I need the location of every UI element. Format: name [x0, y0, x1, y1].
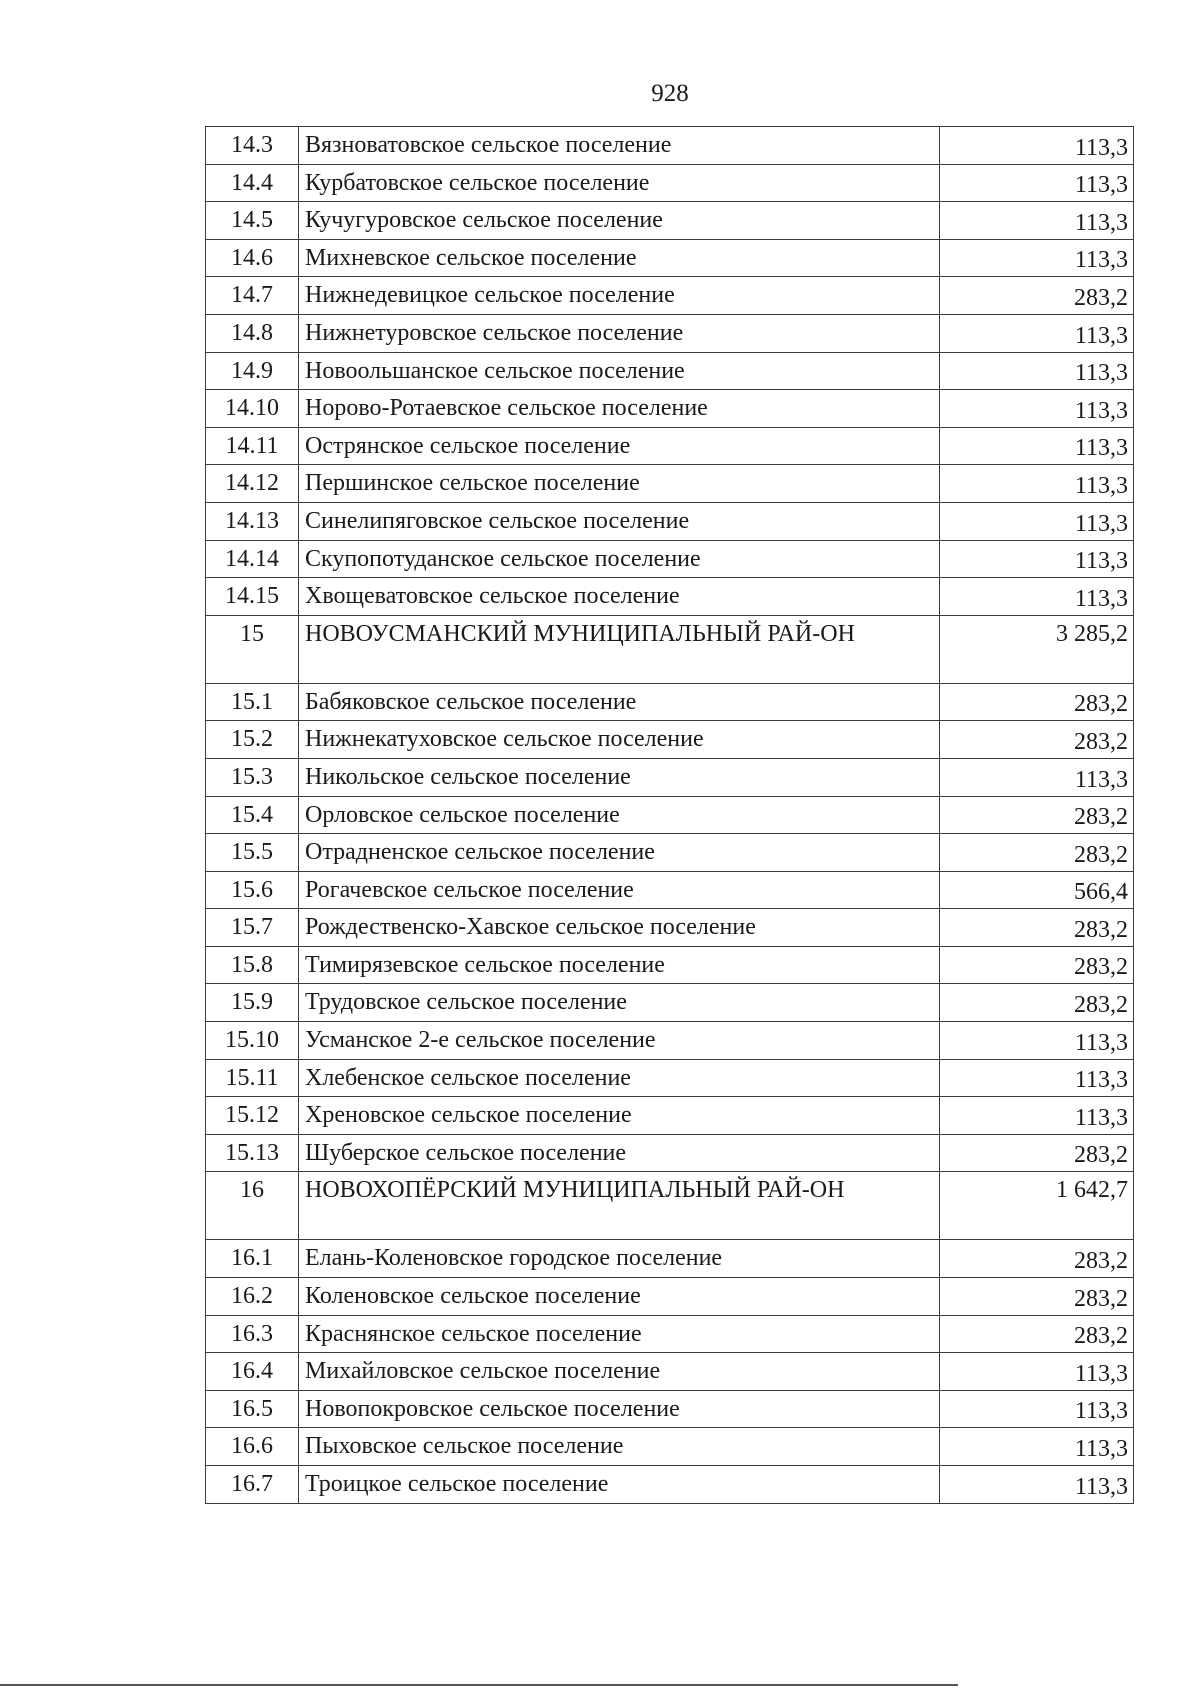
- amount-value: 1 642,7: [940, 1172, 1134, 1240]
- row-number: 15.7: [206, 909, 299, 947]
- amount-value: 283,2: [940, 683, 1134, 721]
- table-row: [206, 871, 1134, 909]
- row-number: 15.9: [206, 984, 299, 1022]
- row-number: 14.8: [206, 314, 299, 352]
- table-row: [206, 540, 1134, 578]
- row-number: 15.11: [206, 1059, 299, 1097]
- amount-value: 113,3: [940, 390, 1134, 428]
- settlement-name: Троицкое сельское поселение: [299, 1466, 940, 1504]
- table-row: [206, 758, 1134, 796]
- amount-value: 283,2: [940, 277, 1134, 315]
- district-name: НОВОХОПЁРСКИЙ МУНИЦИПАЛЬНЫЙ РАЙ-ОН: [299, 1172, 940, 1240]
- settlement-name: Новоольшанское сельское поселение: [299, 352, 940, 390]
- table-row: [206, 1390, 1134, 1428]
- settlement-name: Новопокровское сельское поселение: [299, 1390, 940, 1428]
- table-row: [206, 465, 1134, 503]
- amount-value: 113,3: [940, 758, 1134, 796]
- settlement-name: Михневское сельское поселение: [299, 239, 940, 277]
- settlement-name: Нижнекатуховское сельское поселение: [299, 721, 940, 759]
- settlement-name: Трудовское сельское поселение: [299, 984, 940, 1022]
- row-number: 14.7: [206, 277, 299, 315]
- row-number: 14.5: [206, 202, 299, 240]
- amount-value: 283,2: [940, 984, 1134, 1022]
- table-row: [206, 834, 1134, 872]
- row-number: 16.1: [206, 1240, 299, 1278]
- amount-value: 113,3: [940, 1059, 1134, 1097]
- bottom-rule: [0, 1684, 958, 1686]
- row-number: 14.4: [206, 164, 299, 202]
- table-row: [206, 1428, 1134, 1466]
- table-row: [206, 1315, 1134, 1353]
- amount-value: 566,4: [940, 871, 1134, 909]
- settlement-name: Шуберское сельское поселение: [299, 1134, 940, 1172]
- row-number: 15.4: [206, 796, 299, 834]
- table-row: [206, 909, 1134, 947]
- amount-value: 113,3: [940, 164, 1134, 202]
- district-row: [206, 1172, 1134, 1240]
- table-body: [206, 127, 1134, 1504]
- amount-value: 283,2: [940, 946, 1134, 984]
- settlement-name: Рогачевское сельское поселение: [299, 871, 940, 909]
- row-number: 15.8: [206, 946, 299, 984]
- table-row: [206, 946, 1134, 984]
- amount-value: 113,3: [940, 540, 1134, 578]
- row-number: 15.1: [206, 683, 299, 721]
- table-row: [206, 1134, 1134, 1172]
- amount-value: 113,3: [940, 502, 1134, 540]
- row-number: 14.3: [206, 127, 299, 165]
- table-row: [206, 683, 1134, 721]
- row-number: 16.4: [206, 1353, 299, 1391]
- row-number: 16.5: [206, 1390, 299, 1428]
- settlement-name: Першинское сельское поселение: [299, 465, 940, 503]
- row-number: 15.12: [206, 1097, 299, 1135]
- settlement-name: Бабяковское сельское поселение: [299, 683, 940, 721]
- amount-value: 113,3: [940, 1097, 1134, 1135]
- settlement-name: Нижнетуровское сельское поселение: [299, 314, 940, 352]
- amount-value: 113,3: [940, 465, 1134, 503]
- settlement-name: Елань-Коленовское городское поселение: [299, 1240, 940, 1278]
- row-number: 15.2: [206, 721, 299, 759]
- row-number: 15: [206, 615, 299, 683]
- amount-value: 113,3: [940, 1022, 1134, 1060]
- settlement-name: Усманское 2-е сельское поселение: [299, 1022, 940, 1060]
- settlement-name: Хлебенское сельское поселение: [299, 1059, 940, 1097]
- table-row: [206, 1466, 1134, 1504]
- amount-value: 113,3: [940, 202, 1134, 240]
- page-number: 928: [651, 80, 689, 107]
- settlement-name: Отрадненское сельское поселение: [299, 834, 940, 872]
- settlement-name: Нижнедевицкое сельское поселение: [299, 277, 940, 315]
- table-row: [206, 1353, 1134, 1391]
- settlement-name: Хреновское сельское поселение: [299, 1097, 940, 1135]
- amount-value: 283,2: [940, 1240, 1134, 1278]
- row-number: 16.2: [206, 1278, 299, 1316]
- table-row: [206, 796, 1134, 834]
- row-number: 15.5: [206, 834, 299, 872]
- settlement-name: Тимирязевское сельское поселение: [299, 946, 940, 984]
- settlement-name: Краснянское сельское поселение: [299, 1315, 940, 1353]
- table-row: [206, 164, 1134, 202]
- table-row: [206, 502, 1134, 540]
- row-number: 15.3: [206, 758, 299, 796]
- table-row: [206, 1022, 1134, 1060]
- table-row: [206, 1059, 1134, 1097]
- table-row: [206, 1097, 1134, 1135]
- table-row: [206, 427, 1134, 465]
- amount-value: 283,2: [940, 796, 1134, 834]
- table-row: [206, 1278, 1134, 1316]
- amount-value: 283,2: [940, 1134, 1134, 1172]
- row-number: 15.10: [206, 1022, 299, 1060]
- row-number: 16.6: [206, 1428, 299, 1466]
- table-row: [206, 352, 1134, 390]
- settlement-name: Синелипяговское сельское поселение: [299, 502, 940, 540]
- amount-value: 283,2: [940, 909, 1134, 947]
- amount-value: 283,2: [940, 834, 1134, 872]
- amount-value: 113,3: [940, 1353, 1134, 1391]
- amount-value: 113,3: [940, 1428, 1134, 1466]
- settlement-name: Кучугуровское сельское поселение: [299, 202, 940, 240]
- row-number: 14.14: [206, 540, 299, 578]
- row-number: 14.13: [206, 502, 299, 540]
- row-number: 14.9: [206, 352, 299, 390]
- row-number: 16.7: [206, 1466, 299, 1504]
- amount-value: 113,3: [940, 1466, 1134, 1504]
- amount-value: 113,3: [940, 578, 1134, 616]
- row-number: 16: [206, 1172, 299, 1240]
- settlement-name: Хвощеватовское сельское поселение: [299, 578, 940, 616]
- settlement-name: Норово-Ротаевское сельское поселение: [299, 390, 940, 428]
- table-row: [206, 239, 1134, 277]
- table-row: [206, 390, 1134, 428]
- settlement-name: Орловское сельское поселение: [299, 796, 940, 834]
- settlement-name: Михайловское сельское поселение: [299, 1353, 940, 1391]
- row-number: 14.6: [206, 239, 299, 277]
- amount-value: 113,3: [940, 427, 1134, 465]
- amount-value: 113,3: [940, 314, 1134, 352]
- table-row: [206, 578, 1134, 616]
- row-number: 14.11: [206, 427, 299, 465]
- table-row: [206, 1240, 1134, 1278]
- amount-value: 283,2: [940, 721, 1134, 759]
- row-number: 14.15: [206, 578, 299, 616]
- amount-value: 113,3: [940, 1390, 1134, 1428]
- amount-value: 113,3: [940, 352, 1134, 390]
- district-name: НОВОУСМАНСКИЙ МУНИЦИПАЛЬНЫЙ РАЙ-ОН: [299, 615, 940, 683]
- settlement-name: Рождественско-Хавское сельское поселение: [299, 909, 940, 947]
- row-number: 15.13: [206, 1134, 299, 1172]
- settlement-name: Никольское сельское поселение: [299, 758, 940, 796]
- table-row: [206, 721, 1134, 759]
- settlement-name: Пыховское сельское поселение: [299, 1428, 940, 1466]
- row-number: 14.12: [206, 465, 299, 503]
- row-number: 14.10: [206, 390, 299, 428]
- table-row: [206, 202, 1134, 240]
- settlement-name: Коленовское сельское поселение: [299, 1278, 940, 1316]
- budget-table: [205, 126, 1134, 1504]
- amount-value: 113,3: [940, 127, 1134, 165]
- table-row: [206, 314, 1134, 352]
- amount-value: 283,2: [940, 1278, 1134, 1316]
- settlement-name: Острянское сельское поселение: [299, 427, 940, 465]
- settlement-name: Курбатовское сельское поселение: [299, 164, 940, 202]
- amount-value: 283,2: [940, 1315, 1134, 1353]
- settlement-name: Вязноватовское сельское поселение: [299, 127, 940, 165]
- row-number: 15.6: [206, 871, 299, 909]
- row-number: 16.3: [206, 1315, 299, 1353]
- district-row: [206, 615, 1134, 683]
- table-row: [206, 984, 1134, 1022]
- settlement-name: Скупопотуданское сельское поселение: [299, 540, 940, 578]
- amount-value: 113,3: [940, 239, 1134, 277]
- amount-value: 3 285,2: [940, 615, 1134, 683]
- table-row: [206, 277, 1134, 315]
- table-row: [206, 127, 1134, 165]
